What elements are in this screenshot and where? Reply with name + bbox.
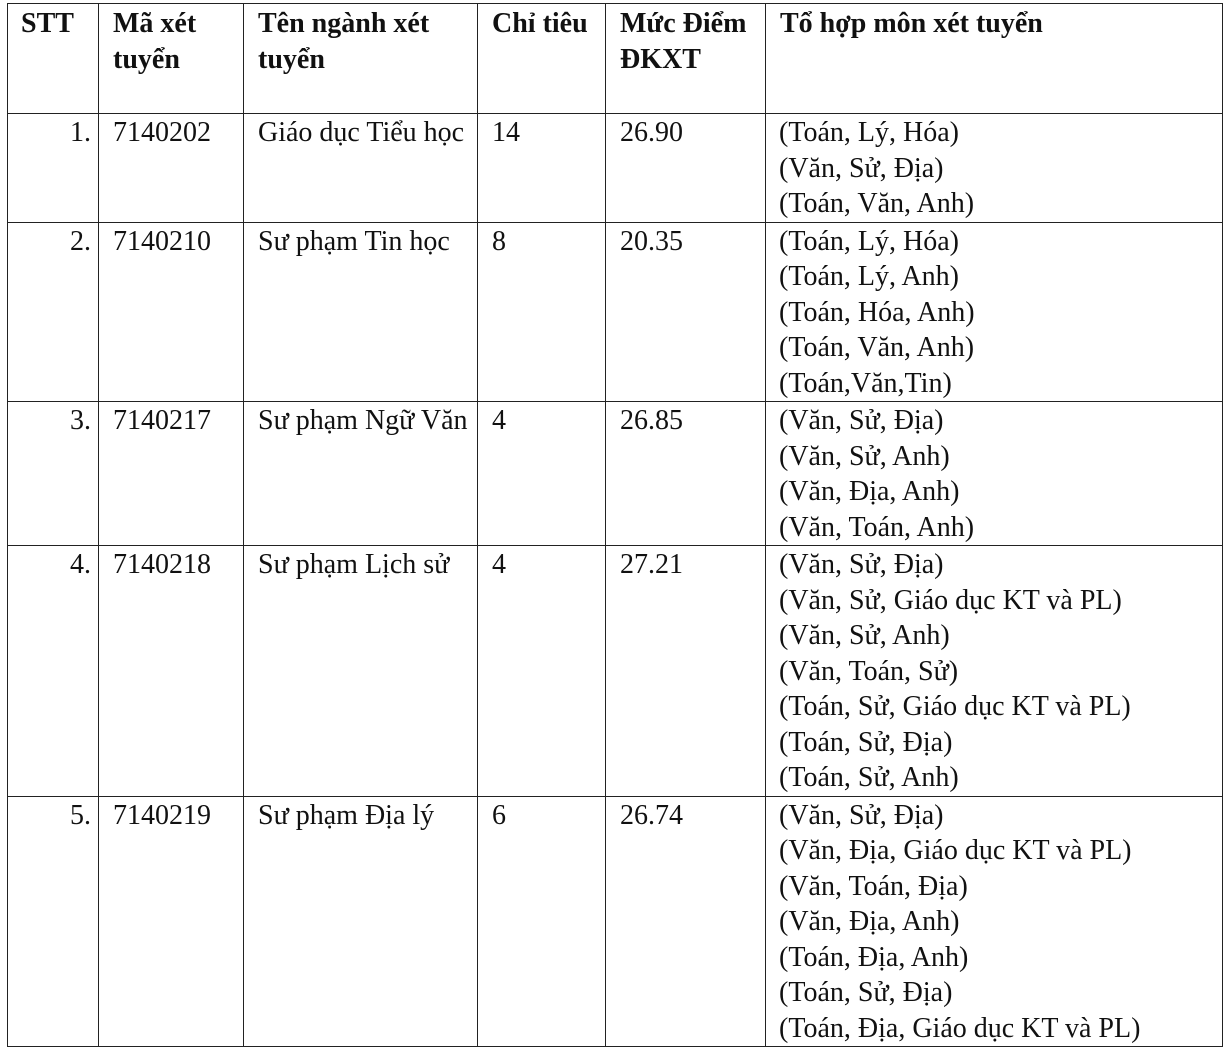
combo-item: (Văn, Địa, Anh) [779, 476, 960, 507]
cell-score: 26.85 [606, 402, 766, 546]
cell-quota: 8 [478, 222, 606, 402]
combo-item: (Toán, Sử, Địa) [779, 726, 953, 758]
header-stt: STT [8, 4, 99, 114]
cell-quota: 4 [478, 546, 606, 797]
combo-item: (Toán, Hóa, Anh) [779, 296, 975, 328]
table-row [8, 222, 1223, 402]
cell-combos [766, 546, 1223, 797]
cell-stt: 2. [8, 222, 99, 402]
combo-item: (Văn, Sử, Địa) [779, 405, 944, 436]
combo-item: (Văn, Địa, Giáo dục KT và PL) [779, 835, 1132, 866]
cell-quota: 14 [478, 114, 606, 223]
cell-score: 27.21 [606, 546, 766, 797]
cell-score: 26.90 [606, 114, 766, 223]
cell-combos [766, 222, 1223, 402]
cell-combos [766, 402, 1223, 546]
cell-major: Giáo dục Tiểu học [244, 114, 478, 223]
cell-code: 7140218 [99, 546, 244, 797]
cell-score: 20.35 [606, 222, 766, 402]
table-row [8, 546, 1223, 797]
cell-major: Sư phạm Lịch sử [244, 546, 478, 797]
cell-code: 7140219 [99, 796, 244, 1047]
combo-item: (Toán, Văn, Anh) [779, 332, 975, 363]
cell-major: Sư phạm Địa lý [244, 796, 478, 1047]
cell-combos [766, 796, 1223, 1047]
combo-item: (Toán, Sử, Giáo dục KT và PL) [779, 691, 1131, 722]
combo-item: (Toán, Lý, Anh) [779, 261, 960, 292]
combo-item: (Toán, Lý, Hóa) [779, 117, 959, 148]
combo-item: (Văn, Sử, Anh) [779, 620, 950, 651]
cell-stt: 1. [8, 114, 99, 223]
table-row [8, 402, 1223, 546]
header-code: Mã xét tuyển [99, 4, 244, 114]
cell-major: Sư phạm Tin học [244, 222, 478, 402]
combo-item: (Văn, Sử, Địa) [779, 799, 944, 831]
header-score: Mức Điểm ĐKXT [606, 4, 766, 114]
table-row [8, 796, 1223, 1047]
header-major: Tên ngành xét tuyển [244, 4, 478, 114]
cell-stt: 5. [8, 796, 99, 1047]
cell-score: 26.74 [606, 796, 766, 1047]
cell-stt: 3. [8, 402, 99, 546]
combo-item: (Văn, Toán, Sử) [779, 655, 959, 687]
combo-item: (Văn, Sử, Anh) [779, 440, 950, 472]
combo-item: (Toán, Lý, Hóa) [779, 225, 959, 257]
combo-item: (Văn, Sử, Giáo dục KT và PL) [779, 584, 1122, 616]
cell-code: 7140210 [99, 222, 244, 402]
cell-code: 7140217 [99, 402, 244, 546]
combo-item: (Văn, Sử, Địa) [779, 152, 944, 184]
header-quota: Chỉ tiêu [478, 4, 606, 114]
combo-item: (Toán,Văn,Tin) [779, 367, 952, 399]
cell-combos [766, 114, 1223, 223]
combo-item: (Văn, Toán, Anh) [779, 511, 975, 543]
cell-quota: 4 [478, 402, 606, 546]
combo-item: (Toán, Địa, Anh) [779, 941, 969, 973]
combo-item: (Toán, Văn, Anh) [779, 188, 975, 219]
combo-item: (Văn, Địa, Anh) [779, 906, 960, 937]
combo-item: (Văn, Toán, Địa) [779, 870, 968, 902]
combo-item: (Toán, Địa, Giáo dục KT và PL) [779, 1012, 1141, 1044]
admission-table [7, 3, 1223, 1047]
cell-stt: 4. [8, 546, 99, 797]
table-row [8, 114, 1223, 223]
cell-code: 7140202 [99, 114, 244, 223]
header-combos: Tổ hợp môn xét tuyển [766, 4, 1223, 114]
combo-item: (Văn, Sử, Địa) [779, 549, 944, 580]
combo-item: (Toán, Sử, Địa) [779, 977, 953, 1008]
header-row [8, 4, 1223, 114]
cell-major: Sư phạm Ngữ Văn [244, 402, 478, 546]
cell-quota: 6 [478, 796, 606, 1047]
combo-item: (Toán, Sử, Anh) [779, 762, 959, 793]
